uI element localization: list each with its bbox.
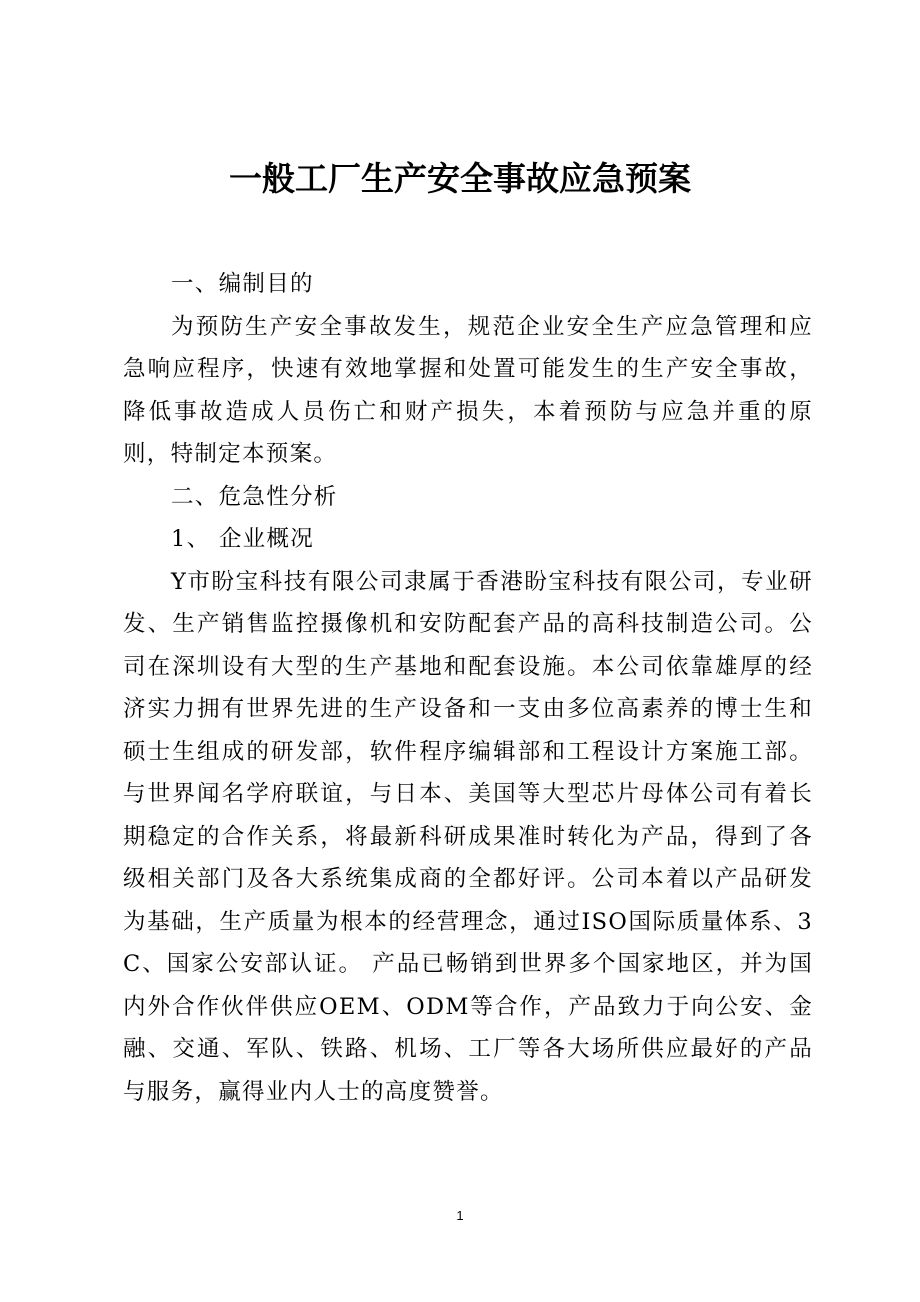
document-body <box>123 263 813 1113</box>
page-number: 1 <box>456 1208 464 1223</box>
subsection-heading-company-overview: 1、 企业概况 <box>171 526 315 552</box>
section-heading-purpose: 一、编制目的 <box>171 271 314 297</box>
section-heading-hazard-analysis: 二、危急性分析 <box>171 483 338 510</box>
paragraph-purpose: 为预防生产安全事故发生，规范企业安全生产应急管理和应急响应程序，快速有效地掌握和处置可能发生的生产安全事故，降低事故造成人员伤亡和财产损失，本着预防与应急并重的原则，特制定本预案。 <box>123 313 813 467</box>
paragraph-company-overview: Y市盼宝科技有限公司隶属于香港盼宝科技有限公司，专业研发、生产销售监控摄像机和安防配套产品的高科技制造公司。公司在深圳设有大型的生产基地和配套设施。本公司依靠雄厚的经济实力拥有世界先进的生产设备和一支由多位高素养的博士生和硕士生组成的研发部，软件程序编辑部和工程设计方案施工部。与世界闻名学府联谊，与日本、美国等大型芯片母体公司有着长期稳定的合作关系，将最新科研成果准时转化为产品，得到了各级相关部门及各大系统集成商的全都好评。公司本着以产品研发为基础，生产质量为根本的经营理念，通过ISO国际质量体系、3C、国家公安部认证。 产品已畅销到世界多个国家地区，并为国内外合作伙伴供应OEM、ODM等合作，产品致力于向公安、金融、交通、军队、铁路、机场、工厂等各大场所供应最好的产品与服务，赢得业内人士的高度赞誉。 <box>123 568 813 1105</box>
document-title: 一般工厂生产安全事故应急预案 <box>229 159 691 198</box>
